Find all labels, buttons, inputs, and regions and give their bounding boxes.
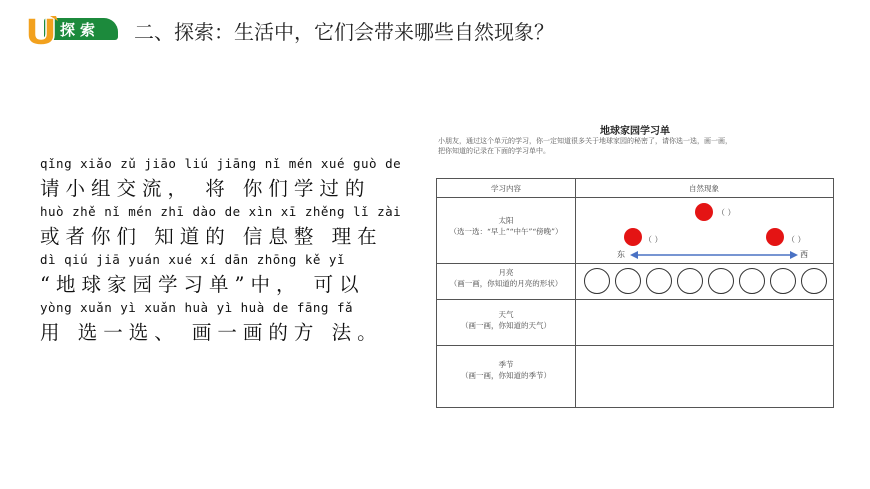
sun-dot-noon: [695, 203, 713, 221]
row-label-weather: [437, 309, 575, 331]
paren-noon: （ ）: [717, 208, 736, 217]
page-title: 二、探索：生活中，它们会带来哪些自然现象？: [134, 20, 554, 44]
row-name: 太阳: [498, 216, 514, 225]
row-hint: （画一画，你知道的季节）: [461, 371, 551, 380]
moon-circle: [615, 268, 641, 294]
east-west-arrow: [629, 249, 799, 261]
instruction-block: [40, 156, 435, 348]
moon-circle: [646, 268, 672, 294]
row-label-sun: [437, 215, 575, 237]
pinyin-line: qǐng xiǎo zǔ jiāo liú jiāng nǐ mén xué guò de: [40, 156, 402, 171]
hanzi-line: 或者你们 知道的 信息整 理在: [40, 225, 383, 248]
row-line: [437, 197, 833, 198]
east-label: 东: [617, 250, 625, 259]
intro-line: 小朋友，通过这个单元的学习，你一定知道很多关于地球家园的秘密了，请你选一选，画一画，: [438, 137, 732, 145]
paren-morning: （ ）: [644, 235, 663, 244]
badge-u-icon: [22, 14, 62, 46]
pinyin-line: huò zhě nǐ mén zhī dào de xìn xī zhěng lǐ zài: [40, 204, 402, 219]
row-label-moon: [437, 267, 575, 289]
row-line: [437, 345, 833, 346]
badge-label: 探索: [60, 21, 101, 39]
row-name: 天气: [498, 310, 514, 319]
worksheet-table: [436, 178, 834, 408]
moon-circle: [739, 268, 765, 294]
sun-dot-evening: [766, 228, 784, 246]
moon-circle: [584, 268, 610, 294]
pinyin-line: dì qiú jiā yuán xué xí dān zhōng kě yǐ: [40, 252, 345, 267]
moon-circle: [708, 268, 734, 294]
worksheet-intro: [438, 136, 834, 172]
intro-line: 把你知道的记录在下面的学习单中。: [438, 147, 550, 155]
section-badge: [22, 14, 118, 44]
moon-circle: [770, 268, 796, 294]
row-hint: （选一选：“早上”“中午”“傍晚”）: [449, 227, 563, 236]
hanzi-line: “地球家园学习单”中， 可以: [40, 273, 365, 296]
row-line: [437, 299, 833, 300]
hanzi-line: 请小组交流， 将 你们学过的: [40, 177, 371, 200]
worksheet-image: [436, 122, 834, 408]
row-name: 季节: [498, 360, 514, 369]
moon-circle: [677, 268, 703, 294]
row-line: [437, 263, 833, 264]
row-hint: （画一画，你知道的天气）: [461, 321, 551, 330]
hanzi-line: 用 选一选、 画一画的方 法。: [40, 321, 383, 344]
col-header-content: 学习内容: [491, 184, 521, 193]
row-label-season: [437, 359, 575, 381]
sun-dot-morning: [624, 228, 642, 246]
col-header-phenomena: 自然现象: [689, 184, 719, 193]
moon-circle: [801, 268, 827, 294]
row-hint: （画一画，你知道的月亮的形状）: [449, 279, 563, 288]
pinyin-line: yòng xuǎn yì xuǎn huà yì huà de fāng fǎ: [40, 300, 353, 315]
west-label: 西: [800, 250, 808, 259]
worksheet-title: 地球家园学习单: [600, 126, 670, 137]
paren-evening: （ ）: [787, 235, 806, 244]
row-name: 月亮: [498, 268, 514, 277]
column-divider: [575, 179, 576, 407]
